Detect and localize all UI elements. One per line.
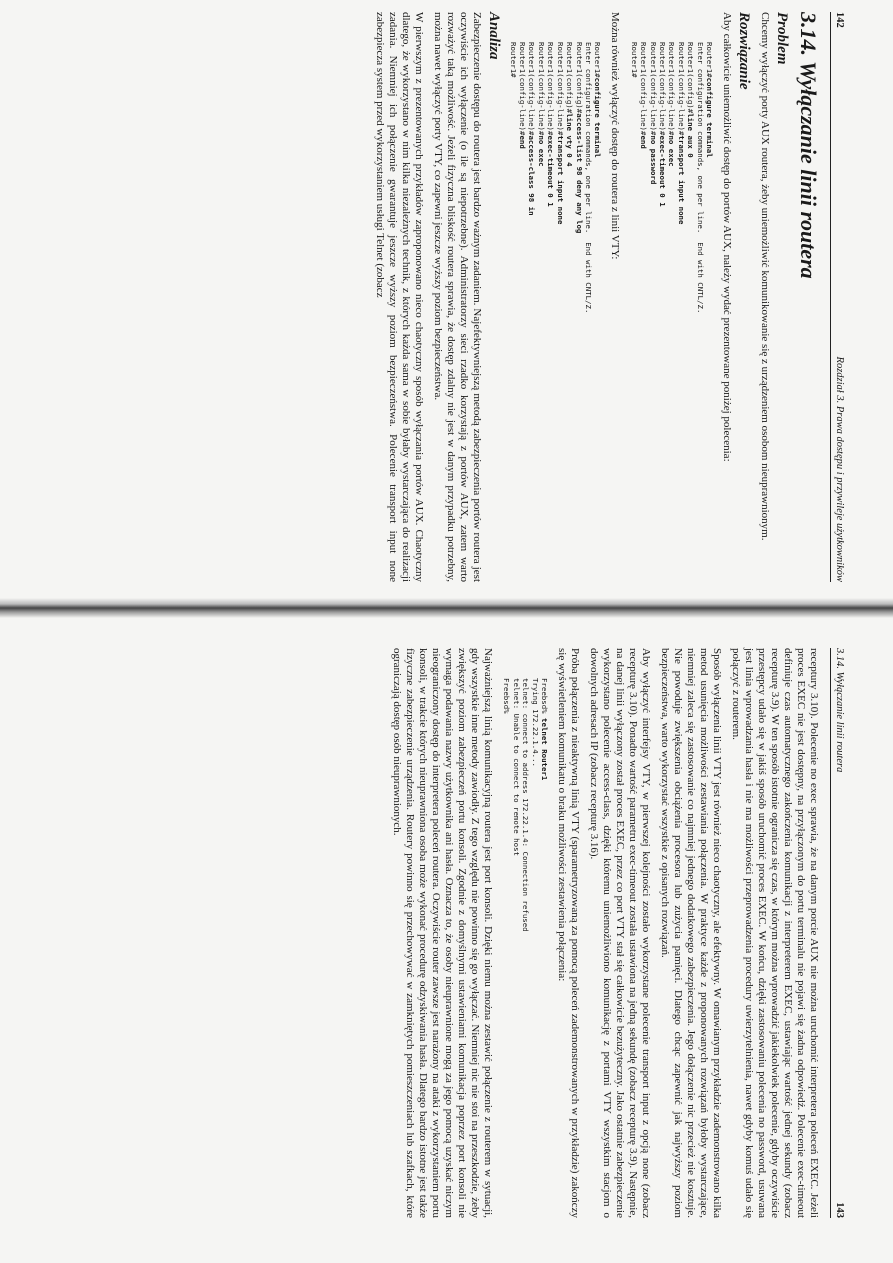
code-command: configure terminal [593,77,603,158]
page-number: 143 [834,1202,845,1218]
solution-heading: Rozwiązanie [736,12,752,90]
code-command: exec-timeout 0 1 [546,135,556,207]
code-prompt: Router1(config-line)# [518,42,528,136]
code-line [667,42,676,582]
code-line [686,42,695,582]
code-prompt: Router1(config-line)# [527,42,537,136]
code-command: no exec [667,135,677,167]
code-line [593,42,602,582]
code-command: line aux 0 [686,113,696,158]
code-prompt: Router1# [508,42,518,78]
code-line [537,42,546,582]
code-block-vty [508,42,602,582]
code-line [521,678,530,1218]
code-line [511,678,520,1218]
code-command: access-class 98 in [527,135,537,216]
code-prompt: Router1# [705,42,714,78]
code-command: transport input none [676,135,686,225]
code-prompt: Enter configuration commands, one per line. End with CNTL/Z. [583,42,593,314]
code-prompt: Trying 172.22.1.4... [530,678,540,767]
code-line [565,42,574,582]
book-spine-shadow [0,598,893,618]
code-prompt: Router1(config)# [574,42,584,114]
code-prompt: telnet: Unable to connect to remote host [511,678,521,856]
code-prompt: Enter configuration commands, one per line. End with CNTL/Z. [695,42,705,314]
code-command: end [639,135,649,149]
code-line [540,678,549,1218]
code-line [676,42,685,582]
code-prompt: Router1(config-line)# [667,42,677,136]
analysis-paragraph-2: W pierwszym z prezentowanych przykładów zaproponowano nieco chaotyczny sposób wyłączania portów AUX. Chaotyczny dlatego, że wykorzystano w nim kilka niezależnych technik, z których każda sama w sobie byłaby wystarczająca do realizacji zadania. Niemniej ich połączenie gwarantuje jeszcze wyższy poziom bezpieczeństwa. Polecenie transport input none zabezpiecza system przed wykorzystaniem usługi Telnet (zobacz [374,12,426,582]
section-title: 3.14. Wyłączanie linii routera [796,12,821,279]
code-command: no exec [536,135,546,167]
analysis-heading: Analiza [486,12,503,60]
code-block-aux [629,42,714,582]
code-line [639,42,648,582]
code-line [555,42,564,582]
problem-text: Chcemy wyłączyć porty AUX routera, żeby uniemożliwić komunikowanie się z urządzeniem osobom nieuprawnionym. [759,12,771,541]
code-command: telnet Router1 [540,718,549,781]
code-prompt: Router1(config-line)# [536,42,546,136]
code-command: configure terminal [705,77,714,158]
paragraph-5: Najważniejszą linią komunikacyjną routera jest port konsoli. Dzięki niemu można zestawić połączenie z routerem w sytuacji, gdy wszystkie inne metody zawiodły. Z tego względu nie powinno się go wyłączać. Niemniej nic nie stoi na przeszkodzie, żeby zwiększyć poziom zabezpieczeń portu konsoli. Zgodnie z domyślnymi ustawieniami komunikacja poprzez port konsoli nie wymaga podawania nazwy użytkownika ani hasła. Oznacza to, że osoby nieuprawnione mogą za jego pomocą uzyskać niczym nieograniczony dostęp do interpretera poleceń routera. Oczywiście router zawsze jest narażony na ataki z wykorzystaniem portu konsoli, w trakcie których nieuprawniona osoba może wykonać procedurę odzyskiwania hasła. Dlatego bardzo istotne jest także fizyczne zabezpieczenie urządzenia. Routery powinno się przechowywać w zamkniętych pomieszczeniach lub szafkach, które ograniczają dostęp osób nieuprawnionych. [390,648,494,1218]
analysis-paragraph-1: Zabezpieczenie dostępu do routera jest bardzo ważnym zadaniem. Najefektywniejszą metodą zabezpieczenia portów routera jest oczywiście ich wyłączenie (o ile są niepotrzebne). Administratorzy sieci rzadko korzystają z portów AUX, zatem warto rozważyć taką możliwość. Jeżeli fizyczna bliskość routera sprawia, że dostęp zdalny nie jest w danym przypadku potrzebny, można nawet wyłączyć porty VTY, co zapewni jeszcze wyższy poziom bezpieczeństwa. [432,12,484,582]
solution-text: Aby całkowicie uniemożliwić dostęp do portów AUX, należy wydać prezentowane poniżej polecenia: [721,12,733,462]
code-prompt: telnet: connect to address 172.22.1.4: Connection refused [521,678,531,932]
code-line [658,42,667,582]
code-command: no password [648,135,658,185]
paragraph-1: receptury 3.10). Polecenie no exec sprawia, że na danym porcie AUX nie można uruchomić interpretera poleceń EXEC. Jeżeli proces EXEC nie jest dostępny, na przyłączonym do portu terminalu nie pojawi się żadna odpowiedź. Polecenie exec-timeout definiuje czas automatycznego zakończenia komunikacji z interpreterem EXEC, ustawiając wartość jednej sekundy (zobacz recepturę 3.9). W ten sposób istotnie ogranicza się czas, w którym można wprowadzić jakiekolwiek polecenie, gdyby oczywiście przestępcy udało się w jakiś sposób uruchomić proces EXEC. W końcu, dzięki zastosowaniu polecenia no password, usuwana jest linia wprowadzania hasła i nie ma możliwości przeprowadzenia procedury uwierzytelnienia, nawet gdyby komuś udało się połączyć z routerem. [730,648,820,1218]
code-prompt: Router1(config-line)# [555,42,565,136]
code-line [508,42,517,582]
code-prompt: Router1# [593,42,603,78]
code-line [648,42,657,582]
code-line [705,42,714,582]
code-line [695,42,704,582]
code-prompt: Router1(config-line)# [546,42,556,136]
code-prompt: Router1# [629,42,639,78]
code-line [502,678,511,1218]
page-number: 142 [834,12,845,28]
code-line [584,42,593,582]
running-head: 3.14. Wyłączanie linii routera [834,648,845,773]
running-header [830,648,846,1218]
page-143 [46,648,846,1218]
code-command: transport input none [555,135,565,225]
code-prompt: Freebsd% [540,678,549,719]
code-prompt: Router1(config-line)# [676,42,686,136]
paragraph-4: Próba połączenia z nieaktywną linią VTY (sparametryzowaną za pomocą poleceń zademonstrowanych w przykładzie) zakończy się wyświetleniem komunikatu o braku możliwości zestawienia połączenia: [556,648,581,1218]
running-header [830,12,846,582]
code-prompt: Router1(config)# [686,42,696,114]
code-command: exec-timeout 0 1 [657,135,667,207]
running-head: Rozdział 3. Prawa dostępu i przywileje użytkowników [834,356,845,582]
code-command: end [518,135,528,149]
code-line [527,42,536,582]
code-prompt: Router1(config-line)# [639,42,649,136]
paragraph-2: Sposób wyłączenia linii VTY jest również nieco chaotyczny, ale efektywny. W omawianym przykładzie zademonstrowano kilka metod usunięcia możliwości zestawiania połączenia. W praktyce każde z proponowanych rozwiązań byłoby wystarczające, niemniej zaleca się zastosowanie co najmniej jednego dodatkowego zabezpieczenia. Jego dołączenie nic przecież nie kosztuje. Nie powoduje zwiększenia obciążenia procesora lub zużycia pamięci. Dlatego chcąc zapewnić jak najwyższy poziom bezpieczeństwa, warto wykorzystać wszystkie z opisanych rozwiązań. [659,648,723,1218]
page-142 [46,12,846,582]
code-block-telnet [502,678,549,1218]
code-line [546,42,555,582]
vty-text: Można również wyłączyć dostęp do routera z linii VTY: [609,12,622,260]
code-command: line vty 0 4 [565,113,575,167]
problem-heading: Problem [774,12,790,65]
code-prompt: Router1(config)# [565,42,575,114]
code-prompt: Freebsd% [502,678,512,714]
code-line [518,42,527,582]
code-command: access-list 98 deny any log [574,113,584,234]
code-prompt: Router1(config-line)# [648,42,658,136]
code-line [574,42,583,582]
code-line [530,678,539,1218]
paragraph-3: Aby wyłączyć interfejsy VTY, w pierwszej kolejności zostało wykorzystane polecenie transport input z opcją none (zobacz recepturę 3.10). Ponadto wartość parametru exec-timeout została ustawiona na jedną sekundę (zobacz recepturę 3.9). Następnie, na danej linii wyłączony został proces EXEC, przez co port VTY stał się całkowicie bezużyteczny. Jako ostatnie zabezpieczenie wykorzystano polecenie access-class, dzięki któremu uniemożliwiono komunikację z portami VTY wszystkim stacjom o dowolnych adresach IP (zobacz recepturę 3.16). [588,648,652,1218]
code-prompt: Router1(config-line)# [657,42,667,136]
code-line [629,42,638,582]
